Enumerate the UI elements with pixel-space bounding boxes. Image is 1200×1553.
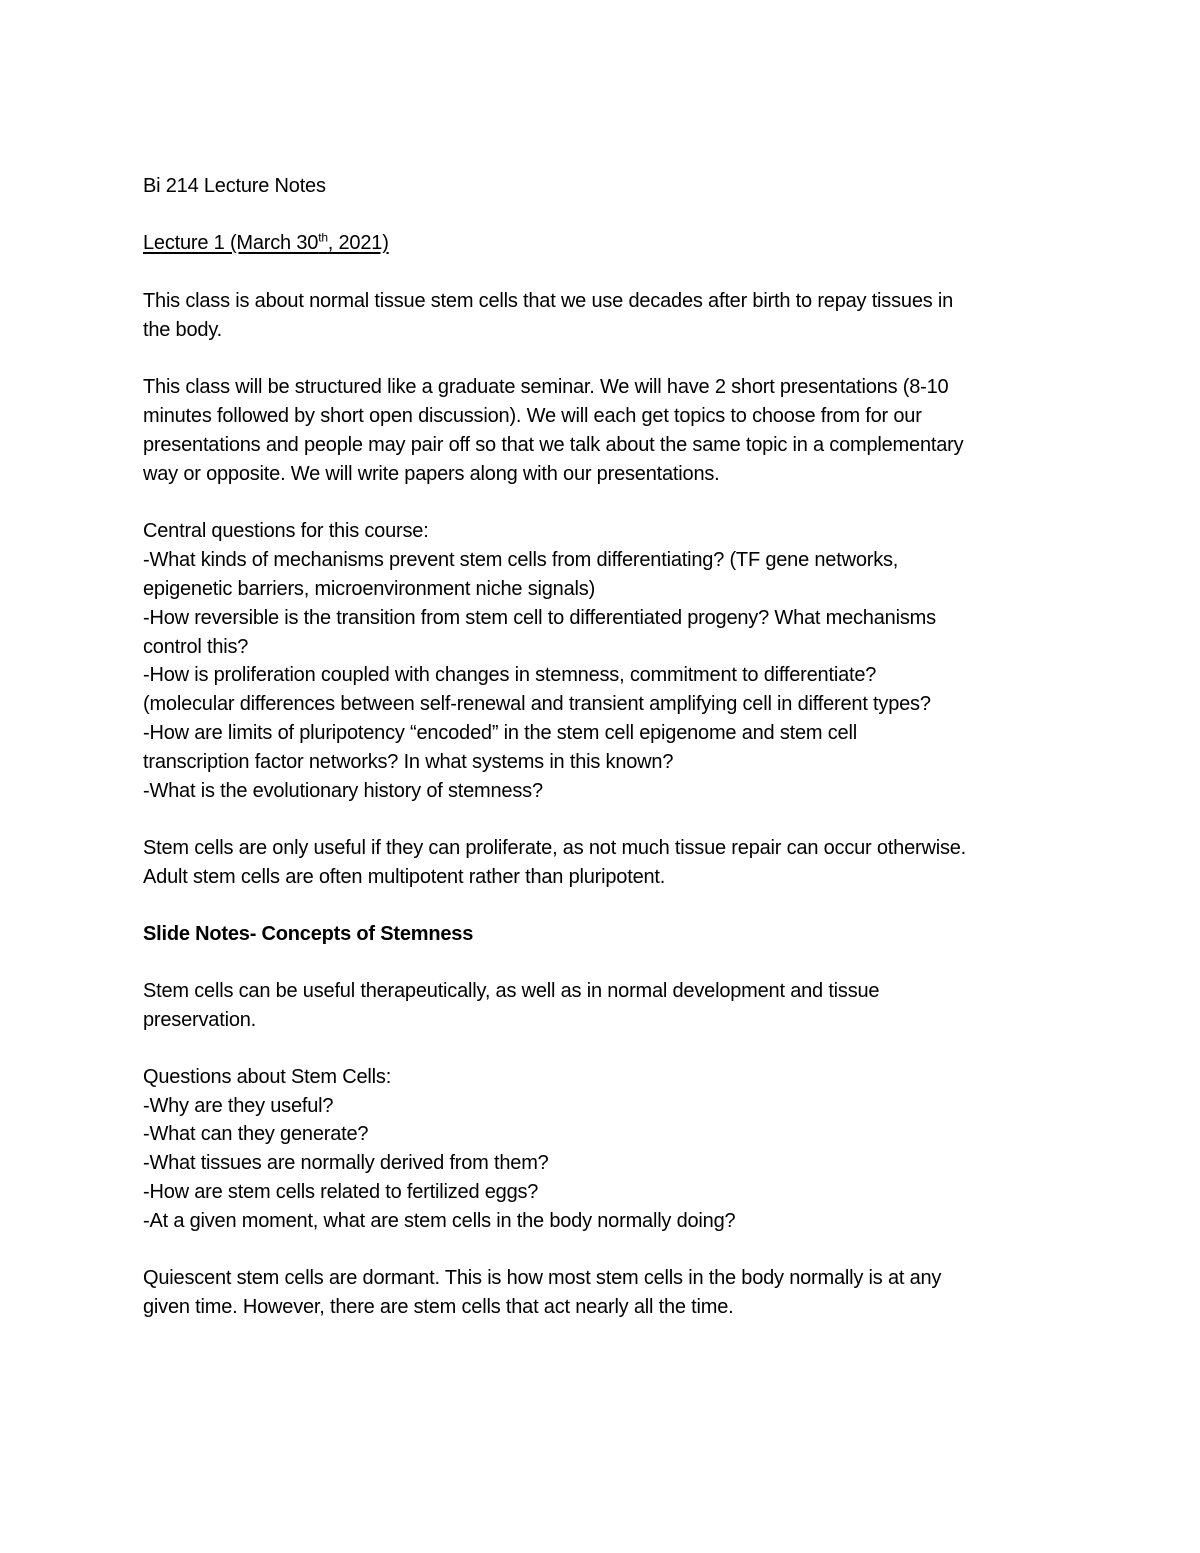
list-item: control this?	[143, 636, 249, 658]
paragraph-line: Central questions for this course:	[143, 520, 429, 542]
paragraph-line: Stem cells are only useful if they can proliferate, as not much tissue repair can occur otherwise.	[143, 837, 967, 859]
list-item: -How reversible is the transition from stem cell to differentiated progeny? What mechanisms	[143, 607, 936, 629]
paragraph-line: way or opposite. We will write papers along with our presentations.	[143, 463, 720, 485]
paragraph-line: minutes followed by short open discussion). We will each get topics to choose from for our	[143, 405, 922, 427]
list-item: -At a given moment, what are stem cells in the body normally doing?	[143, 1210, 736, 1232]
paragraph-line: given time. However, there are stem cells that act nearly all the time.	[143, 1296, 734, 1318]
paragraph-line: This class is about normal tissue stem cells that we use decades after birth to repay tissues in	[143, 290, 954, 312]
list-item: -How is proliferation coupled with changes in stemness, commitment to differentiate?	[143, 664, 877, 686]
lecture-heading	[143, 231, 389, 255]
paragraph-line: preservation.	[143, 1009, 257, 1031]
lecture-heading-sup: th	[318, 230, 328, 245]
paragraph-line: Quiescent stem cells are dormant. This is how most stem cells in the body normally is at any	[143, 1267, 942, 1289]
lecture-heading-prefix: Lecture 1 (March 30	[143, 232, 319, 254]
list-item: -What is the evolutionary history of stemness?	[143, 780, 543, 802]
paragraph-line: presentations and people may pair off so that we talk about the same topic in a complementary	[143, 434, 964, 456]
paragraph-line: the body.	[143, 319, 223, 341]
list-item: -How are limits of pluripotency “encoded” in the stem cell epigenome and stem cell	[143, 722, 857, 744]
list-item: -What tissues are normally derived from them?	[143, 1152, 549, 1174]
lecture-heading-suffix: , 2021)	[327, 232, 389, 254]
slide-notes-heading: Slide Notes- Concepts of Stemness	[143, 923, 474, 945]
list-item: -What can they generate?	[143, 1123, 369, 1145]
paragraph-line: This class will be structured like a graduate seminar. We will have 2 short presentations (8-10	[143, 376, 949, 398]
list-item: epigenetic barriers, microenvironment niche signals)	[143, 578, 596, 600]
paragraph-line: Stem cells can be useful therapeutically, as well as in normal development and tissue	[143, 980, 880, 1002]
list-item: transcription factor networks? In what systems in this known?	[143, 751, 674, 773]
paragraph-line: Adult stem cells are often multipotent rather than pluripotent.	[143, 866, 666, 888]
list-item: (molecular differences between self-renewal and transient amplifying cell in different types?	[143, 693, 931, 715]
document-title: Bi 214 Lecture Notes	[143, 175, 326, 197]
paragraph-line: Questions about Stem Cells:	[143, 1066, 392, 1088]
list-item: -How are stem cells related to fertilized eggs?	[143, 1181, 539, 1203]
list-item: -Why are they useful?	[143, 1095, 334, 1117]
list-item: -What kinds of mechanisms prevent stem cells from differentiating? (TF gene networks,	[143, 549, 899, 571]
